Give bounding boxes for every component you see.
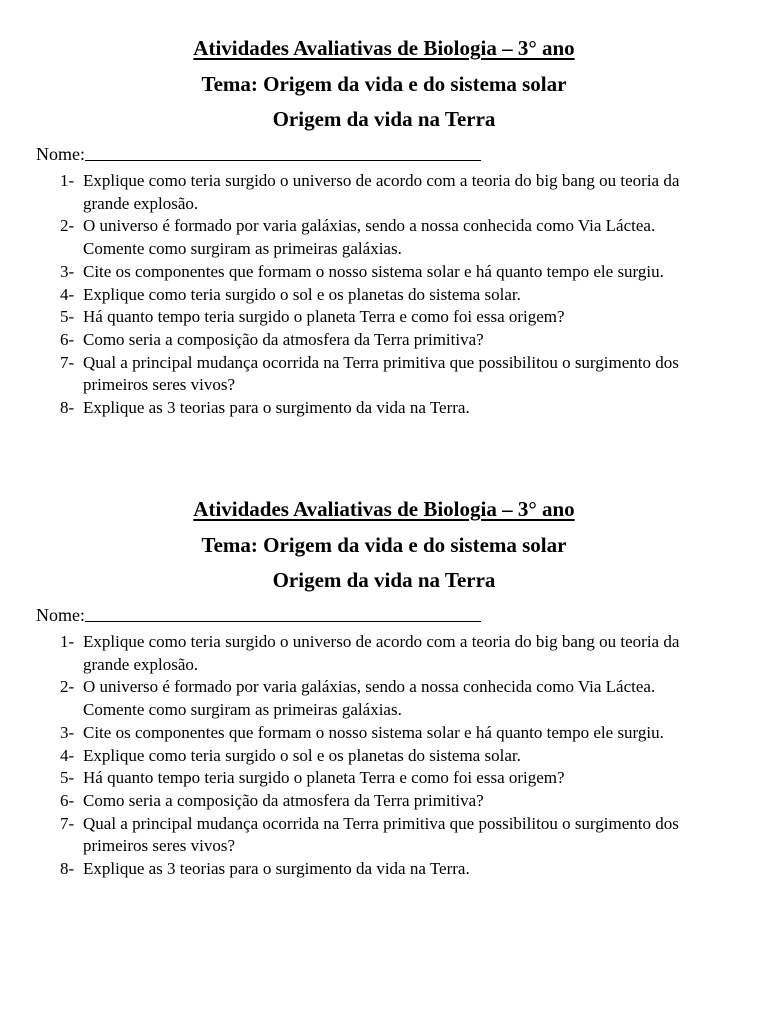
name-field-row (36, 142, 768, 164)
question-item (0, 767, 703, 790)
worksheet-theme: Tema: Origem da vida e do sistema solar (201, 533, 567, 557)
question-number: 1- (60, 171, 75, 190)
question-text: Há quanto tempo teria surgido o planeta Terra e como foi essa origem? (83, 307, 565, 327)
worksheet-copy-1 (0, 36, 768, 420)
question-item (0, 261, 703, 284)
question-item (0, 745, 703, 768)
question-text: Como seria a composição da atmosfera da Terra primitiva? (83, 329, 484, 349)
question-text: Qual a principal mudança ocorrida na Terra primitiva que possibilitou o surgimento dos primeiros seres vivos? (83, 813, 679, 856)
question-item (0, 284, 703, 307)
question-number: 1- (60, 632, 75, 651)
question-text: O universo é formado por varia galáxias, sendo a nossa conhecida como Via Láctea. Comente como surgiram as primeiras galáxias. (83, 677, 656, 720)
worksheet-subtitle: Origem da vida na Terra (272, 107, 496, 131)
question-item (0, 858, 703, 881)
question-item (0, 352, 703, 397)
question-item (0, 397, 703, 420)
question-text: Explique como teria surgido o sol e os planetas do sistema solar. (83, 745, 521, 765)
question-text: Há quanto tempo teria surgido o planeta Terra e como foi essa origem? (83, 768, 565, 788)
question-text: Como seria a composição da atmosfera da Terra primitiva? (83, 790, 484, 810)
question-item (0, 722, 703, 745)
question-number: 4- (60, 745, 75, 765)
worksheet-theme: Tema: Origem da vida e do sistema solar (201, 72, 567, 96)
question-number: 3- (60, 261, 75, 281)
name-blank-line[interactable] (85, 603, 481, 622)
question-number: 2- (60, 216, 75, 236)
question-item (0, 631, 703, 676)
question-item (0, 813, 703, 858)
question-text: Cite os componentes que formam o nosso sistema solar e há quanto tempo ele surgiu. (83, 722, 664, 742)
name-label: Nome: (36, 605, 85, 625)
question-item (0, 215, 703, 260)
name-field-row (36, 603, 768, 625)
question-text: Explique como teria surgido o universo de acordo com a teoria do big bang ou teoria da grande explosão. (83, 171, 680, 213)
question-item (0, 329, 703, 352)
question-item (0, 170, 703, 215)
question-number: 3- (60, 722, 75, 742)
worksheet-title: Atividades Avaliativas de Biologia – 3° ano (193, 497, 575, 521)
question-number: 6- (60, 790, 75, 810)
question-number: 5- (60, 768, 75, 788)
worksheet-copy-2 (0, 497, 768, 881)
question-number: 7- (60, 352, 75, 372)
question-text: Qual a principal mudança ocorrida na Terra primitiva que possibilitou o surgimento dos primeiros seres vivos? (83, 352, 679, 395)
question-text: Explique as 3 teorias para o surgimento da vida na Terra. (83, 398, 470, 418)
name-label: Nome: (36, 144, 85, 164)
worksheet-title: Atividades Avaliativas de Biologia – 3° ano (193, 36, 575, 60)
question-number: 7- (60, 813, 75, 833)
question-number: 2- (60, 677, 75, 697)
worksheet-subtitle: Origem da vida na Terra (272, 568, 496, 592)
question-list (0, 631, 768, 881)
question-list (0, 170, 768, 420)
question-number: 4- (60, 284, 75, 304)
question-text: Explique as 3 teorias para o surgimento da vida na Terra. (83, 859, 470, 879)
question-item (0, 790, 703, 813)
question-text: O universo é formado por varia galáxias, sendo a nossa conhecida como Via Láctea. Comente como surgiram as primeiras galáxias. (83, 216, 656, 259)
question-text: Cite os componentes que formam o nosso sistema solar e há quanto tempo ele surgiu. (83, 261, 664, 281)
question-number: 8- (60, 859, 75, 879)
question-text: Explique como teria surgido o universo de acordo com a teoria do big bang ou teoria da grande explosão. (83, 632, 680, 674)
question-number: 5- (60, 307, 75, 327)
name-blank-line[interactable] (85, 142, 481, 161)
question-number: 6- (60, 329, 75, 349)
question-item (0, 306, 703, 329)
question-item (0, 676, 703, 721)
question-number: 8- (60, 398, 75, 418)
question-text: Explique como teria surgido o sol e os planetas do sistema solar. (83, 284, 521, 304)
